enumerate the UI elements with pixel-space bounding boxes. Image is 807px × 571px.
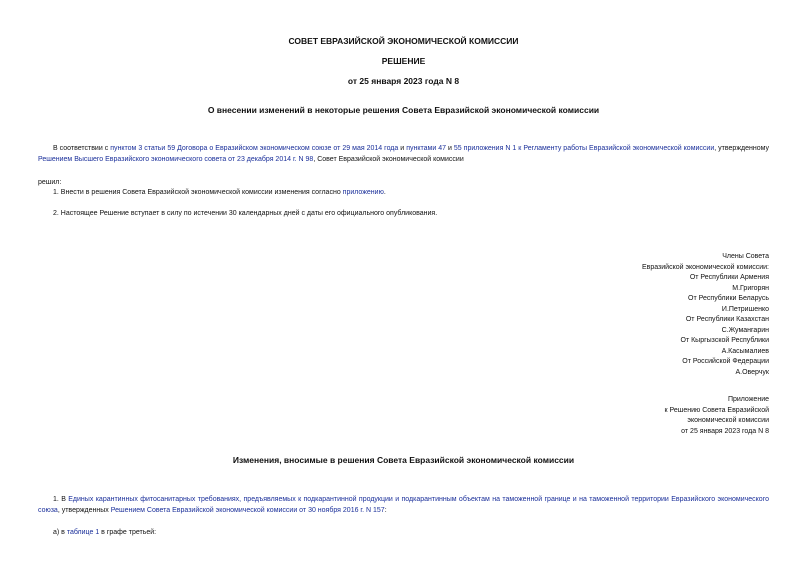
signature-line: М.Григорян	[732, 284, 769, 292]
appendix-line: Приложение	[727, 396, 769, 403]
signature-line: От Республики Армения	[689, 274, 769, 281]
appendix-text: :	[384, 507, 387, 514]
preamble-text: , Совет Евразийской экономической комиссии	[313, 156, 464, 163]
signature-line: От Республики Беларусь	[688, 295, 769, 302]
appendix-text: 1. В	[53, 496, 69, 503]
preamble-paragraph	[38, 143, 769, 165]
link-treaty-article-59[interactable]: пунктом 3 статьи 59 Договора о Евразийском экономическом союзе от 29 мая 2014 года	[110, 145, 399, 152]
document-type: РЕШЕНИЕ	[381, 56, 426, 66]
item-1-end: .	[383, 189, 386, 196]
link-points-47[interactable]: пунктами 47	[406, 145, 446, 152]
appendix-text: , утвержденных	[57, 507, 111, 514]
signature-line: От Кыргызской Республики	[680, 337, 769, 344]
link-phytosanitary-requirements[interactable]: Единых карантинных фитосанитарных требованиях, предъявляемых к подкарантинной продукции и подкарантинным объектам на таможенной границе и на таможенной территории Евразийского экономического союза	[38, 496, 769, 514]
signature-line: И.Петришенко	[721, 305, 769, 313]
appendix-reference	[500, 394, 769, 436]
appendix-line: экономической комиссии	[687, 417, 769, 424]
link-appendix[interactable]: приложению	[342, 189, 384, 196]
document-date: от 25 января 2023 года N 8	[347, 76, 460, 86]
signatures-block	[500, 251, 769, 377]
appendix-text: а) в	[53, 529, 67, 536]
link-regulation-annex[interactable]: 55 приложения N 1 к Регламенту работы Евразийской экономической комиссии	[453, 145, 715, 152]
appendix-paragraph-1	[38, 494, 769, 516]
appendix-text: в графе третьей:	[99, 529, 157, 536]
appendix-line: от 25 января 2023 года N 8	[681, 427, 769, 435]
signature-line: С.Жумангарин	[721, 326, 769, 334]
item-2: 2. Настоящее Решение вступает в силу по истечении 30 календарных дней с даты его официального опубликования.	[53, 210, 438, 217]
preamble-text: и	[398, 145, 407, 152]
link-supreme-council-decision[interactable]: Решением Высшего Евразийского экономического совета от 23 декабря 2014 г. N 98	[38, 156, 314, 163]
link-council-decision-157[interactable]: Решением Совета Евразийской экономической комиссии от 30 ноября 2016 г. N 157	[110, 507, 385, 514]
document-title: О внесении изменений в некоторые решения Совета Евразийской экономической комиссии	[207, 105, 600, 115]
signature-line: Члены Совета	[722, 253, 769, 260]
signature-line: От Республики Казахстан	[685, 316, 769, 323]
appendix-title: Изменения, вносимые в решения Совета Евразийской экономической комиссии	[232, 455, 575, 465]
signature-line: А.Оверчук	[735, 368, 769, 376]
signature-line: Евразийской экономической комиссии:	[641, 263, 769, 271]
appendix-paragraph-2	[38, 527, 769, 538]
link-table-1[interactable]: таблице 1	[66, 529, 100, 536]
issuer-heading: СОВЕТ ЕВРАЗИЙСКОЙ ЭКОНОМИЧЕСКОЙ КОМИССИИ	[288, 36, 519, 46]
item-1	[38, 187, 769, 198]
decided-label: решил:	[38, 179, 62, 186]
preamble-text: В соответствии с	[53, 145, 111, 152]
preamble-text: и	[446, 145, 454, 152]
signature-line: А.Касымалиев	[721, 347, 769, 355]
preamble-text: , утвержденному	[714, 145, 769, 152]
appendix-line: к Решению Совета Евразийской	[664, 406, 769, 414]
signature-line: От Российской Федерации	[682, 358, 769, 365]
item-1-text: 1. Внести в решения Совета Евразийской экономической комиссии изменения согласно	[53, 189, 343, 196]
